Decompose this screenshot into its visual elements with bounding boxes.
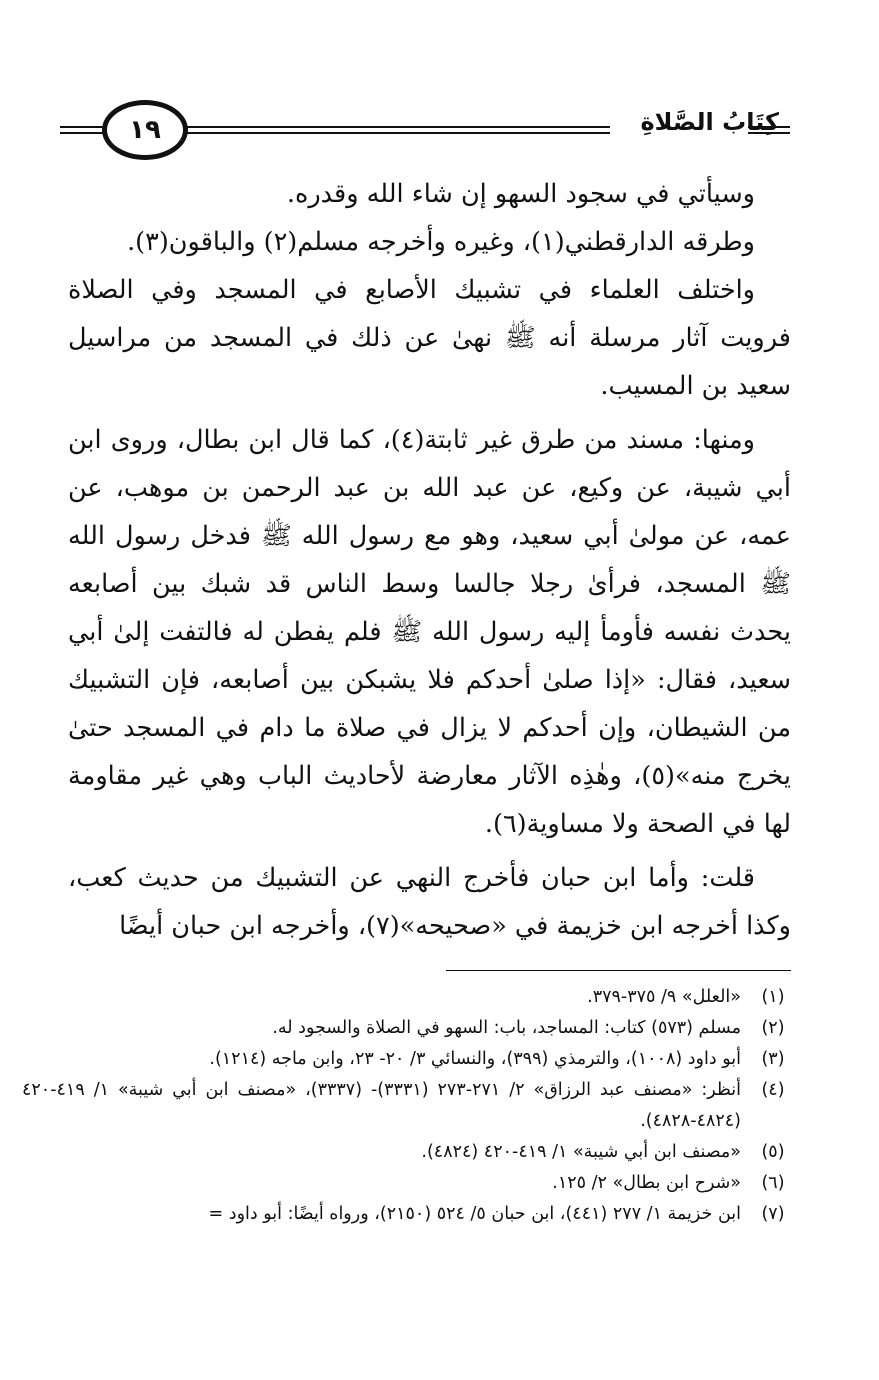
main-text <box>68 170 791 950</box>
paragraph: وطرقه الدارقطني(١)، وغيره وأخرجه مسلم(٢) والباقون(٣). <box>127 227 755 257</box>
footnote-number: (٦) <box>761 1173 785 1193</box>
book-title: كِتَابُ الصَّلاةِ <box>640 108 779 136</box>
footnote <box>22 1168 791 1199</box>
footnote-text: «شرح ابن بطال» ٢/ ١٢٥. <box>552 1173 741 1193</box>
footnote-text: أبو داود (١٠٠٨)، والترمذي (٣٩٩)، والنسائي ٣/ ٢٠- ٢٣، وابن ماجه (١٢١٤). <box>209 1049 741 1069</box>
footnote <box>22 982 791 1013</box>
page-number-text: ١٩ <box>129 115 161 145</box>
footnote <box>22 1075 791 1137</box>
page-number <box>102 100 188 160</box>
footnote-number: (٤) <box>761 1080 785 1100</box>
header-rule-middle-2 <box>180 132 610 134</box>
footnote-number: (٧) <box>761 1204 785 1224</box>
footnote-text: «مصنف ابن أبي شيبة» ١/ ٤١٩-٤٢٠ (٤٨٢٤). <box>421 1142 741 1162</box>
footnote <box>22 1044 791 1075</box>
footnote-separator <box>446 970 791 971</box>
footnote-number: (١) <box>761 987 785 1007</box>
paragraph: قلت: وأما ابن حبان فأخرج النهي عن التشبيك من حديث كعب، وكذا أخرجه ابن خزيمة في «صحيحه»(٧)، وأخرجه ابن حبان أيضًا <box>68 863 791 941</box>
paragraph: وسيأتي في سجود السهو إن شاء الله وقدره. <box>286 179 755 209</box>
footnote-text: «العلل» ٩/ ٣٧٥-٣٧٩. <box>587 987 741 1007</box>
footnote-number: (٢) <box>761 1018 785 1038</box>
footnote-text: ابن خزيمة ١/ ٢٧٧ (٤٤١)، ابن حبان ٥/ ٥٢٤ (٢١٥٠)، ورواه أيضًا: أبو داود = <box>208 1204 741 1224</box>
footnote-text: مسلم (٥٧٣) كتاب: المساجد، باب: السهو في الصلاة والسجود له. <box>272 1018 741 1038</box>
paragraph: ومنها: مسند من طرق غير ثابتة(٤)، كما قال ابن بطال، وروى ابن أبي شيبة، عن وكيع، عن عبد الله بن عبد الرحمن بن موهب، عن عمه، عن مولىٰ أبي سعيد، وهو مع رسول الله ﷺ فدخل رسول الله ﷺ المسجد، فرأىٰ رجلا جالسا وسط الناس قد شبك بين أصابعه يحدث نفسه فأومأ إليه رسول الله ﷺ فلم يفطن له فالتفت إلىٰ أبي سعيد، فقال: «إذا صلىٰ أحدكم فلا يشبكن بين أصابعه، فإن التشبيك من الشيطان، وإن أحدكم لا يزال في صلاة ما دام في المسجد حتىٰ يخرج منه»(٥)، وهٰذِه الآثار معارضة لأحاديث الباب وهي غير مقاومة لها في الصحة ولا مساوية(٦). <box>68 425 791 839</box>
footnote <box>22 1013 791 1044</box>
footnote-number: (٣) <box>761 1049 785 1069</box>
paragraph: واختلف العلماء في تشبيك الأصابع في المسجد وفي الصلاة فرويت آثار مرسلة أنه ﷺ نهىٰ عن ذلك في المسجد من مراسيل سعيد بن المسيب. <box>68 275 791 401</box>
footnote-number: (٥) <box>761 1142 785 1162</box>
footnote <box>22 1137 791 1168</box>
footnote-text: أنظر: «مصنف عبد الرزاق» ٢/ ٢٧١-٢٧٣ (٣٣٣١)- (٣٣٣٧)، «مصنف ابن أبي شيبة» ١/ ٤١٩-٤٢٠ (٤٨٢٤-٤٨٢٨). <box>22 1080 741 1131</box>
header-rule-middle <box>180 126 610 128</box>
footnotes <box>22 982 791 1230</box>
footnote <box>22 1199 791 1230</box>
